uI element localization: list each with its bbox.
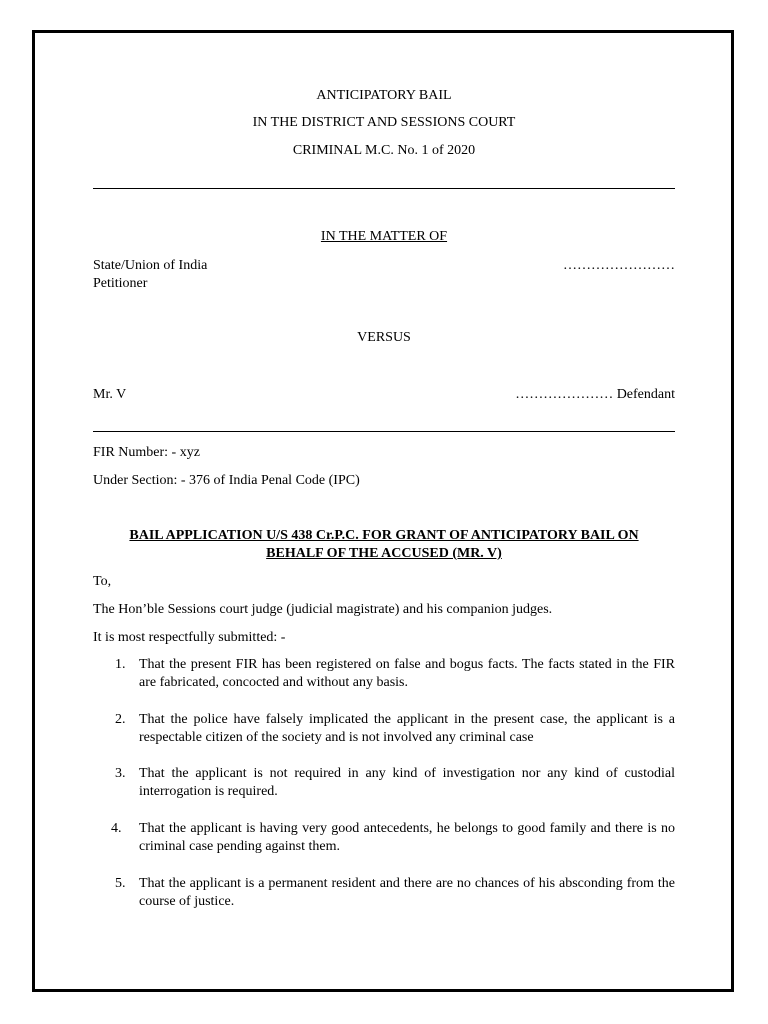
addressee: The Hon’ble Sessions court judge (judicial magistrate) and his companion judges.: [93, 602, 553, 617]
petitioner-role: Petitioner: [93, 276, 148, 291]
list-item: [93, 875, 675, 911]
application-title-line1: BAIL APPLICATION U/S 438 Cr.P.C. FOR GRANT OF ANTICIPATORY BAIL ON: [129, 528, 639, 543]
list-item: [93, 711, 675, 747]
court-name-heading: IN THE DISTRICT AND SESSIONS COURT: [252, 115, 516, 130]
list-item-text: That the police have falsely implicated the applicant in the present case, the applicant is a respectable citizen of the society and is not involved any criminal case: [139, 712, 675, 745]
list-item: [93, 656, 675, 692]
list-item: [93, 820, 675, 856]
list-item-number: 5.: [115, 876, 126, 891]
list-item-text: That the applicant is having very good antecedents, he belongs to good family and there is no criminal case pending against them.: [139, 821, 675, 854]
list-item-number: 2.: [115, 712, 126, 727]
list-item-text: That the applicant is a permanent resident and there are no chances of his absconding from the course of justice.: [139, 876, 675, 909]
fir-number: FIR Number: - xyz: [93, 445, 200, 460]
list-item-text: That the present FIR has been registered on false and bogus facts. The facts stated in the FIR are fabricated, concocted and without any basis.: [139, 657, 675, 690]
petitioner-dots: ……………………: [563, 258, 675, 273]
petitioner-name: State/Union of India: [93, 258, 208, 273]
list-item: [93, 765, 675, 801]
document-type-heading: ANTICIPATORY BAIL: [316, 88, 452, 103]
header-divider: [93, 188, 675, 189]
in-the-matter-of-title: IN THE MATTER OF: [320, 229, 448, 244]
list-item-text: That the applicant is not required in any kind of investigation nor any kind of custodial interrogation is required.: [139, 766, 675, 799]
defendant-name: Mr. V: [93, 387, 127, 402]
under-section: Under Section: - 376 of India Penal Code (IPC): [93, 473, 360, 488]
list-item-number: 3.: [115, 766, 126, 781]
case-number-heading: CRIMINAL M.C. No. 1 of 2020: [292, 143, 476, 158]
list-item-number: 1.: [115, 657, 126, 672]
parties-divider: [93, 431, 675, 432]
submission-intro: It is most respectfully submitted: -: [93, 630, 286, 645]
list-item-number: 4.: [111, 821, 122, 836]
versus-label: VERSUS: [357, 330, 411, 345]
salutation: To,: [93, 574, 112, 589]
application-title-line2: BEHALF OF THE ACCUSED (MR. V): [266, 546, 502, 561]
defendant-role: ………………… Defendant: [515, 387, 675, 402]
